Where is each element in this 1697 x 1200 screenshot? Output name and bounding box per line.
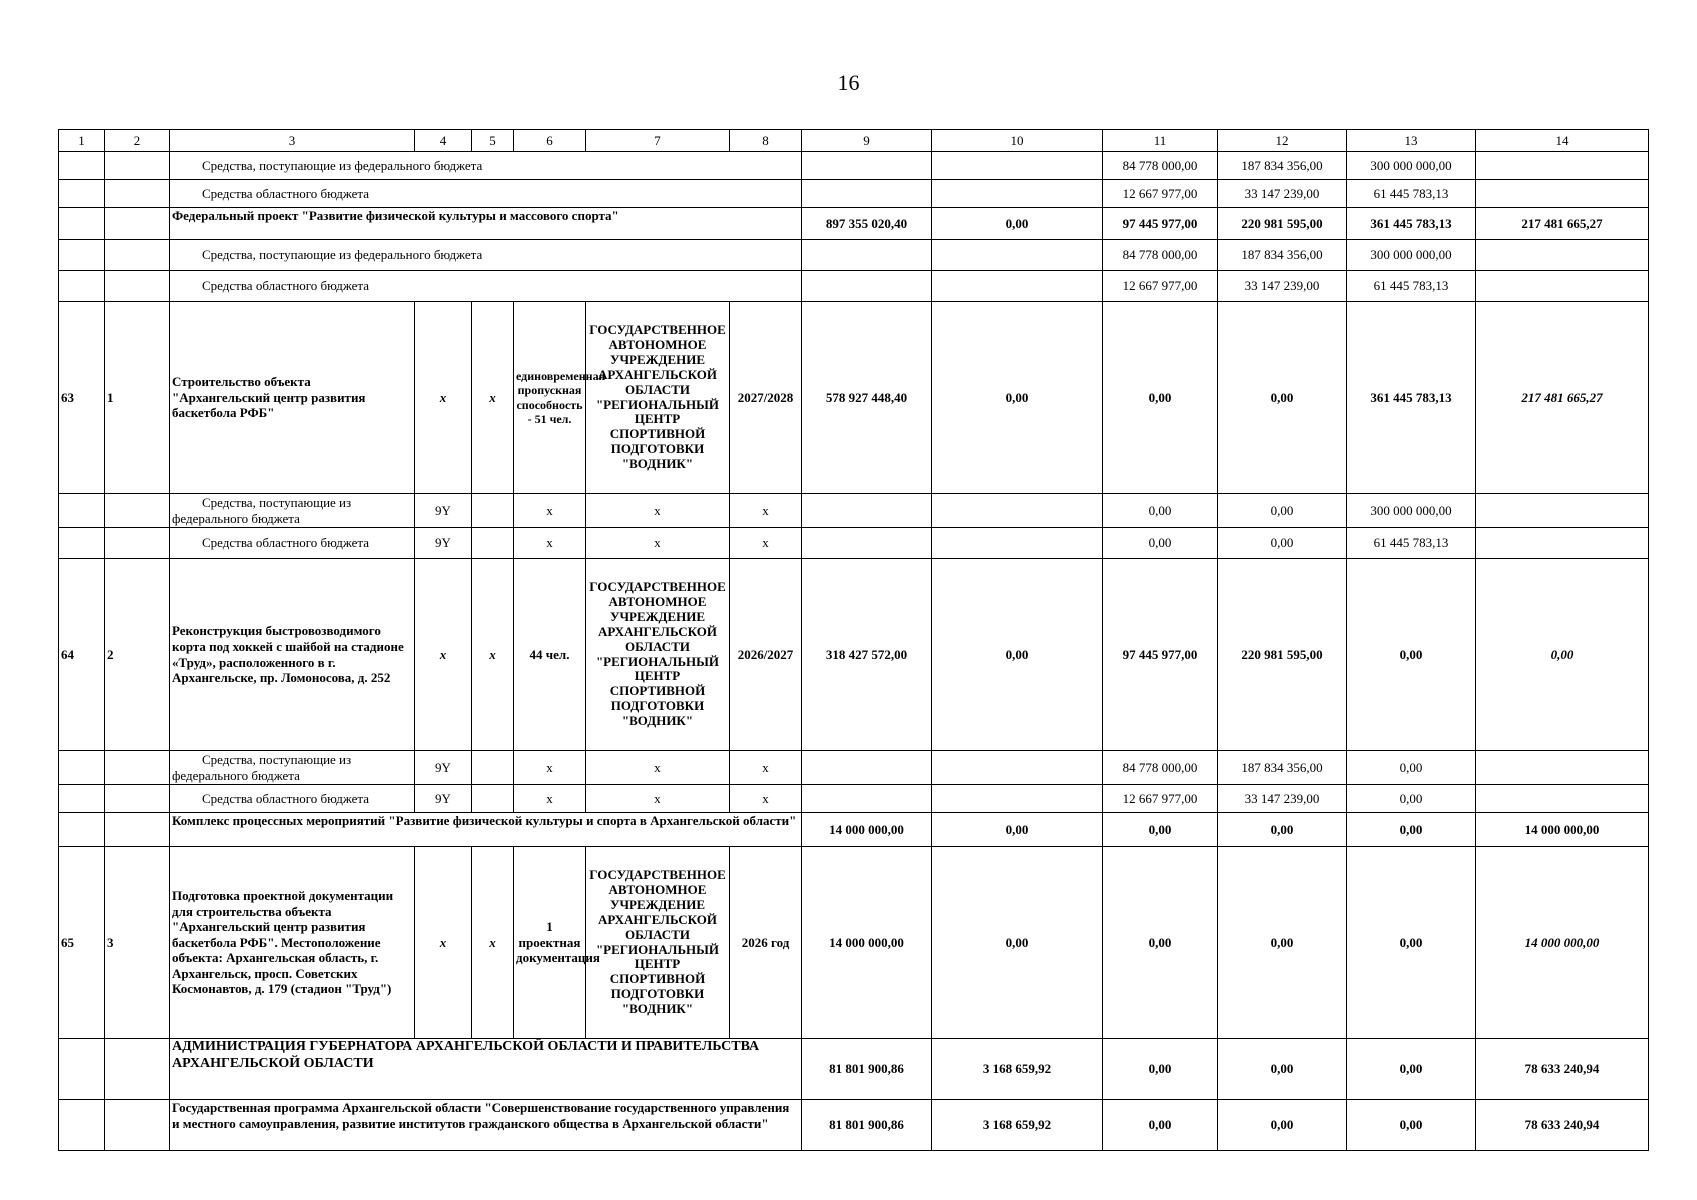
cell-value: 0,00 <box>1103 528 1218 559</box>
header-cell: 11 <box>1103 130 1218 152</box>
cell-value: 300 000 000,00 <box>1347 240 1476 271</box>
cell-value: 300 000 000,00 <box>1347 494 1476 528</box>
header-cell: 2 <box>105 130 170 152</box>
row-label: Комплекс процессных мероприятий "Развитие физической культуры и спорта в Архангельской области" <box>170 813 802 847</box>
cell-value: 220 981 595,00 <box>1218 208 1347 240</box>
cell-value: 9Y <box>415 494 472 528</box>
item-number: 3 <box>105 847 170 1039</box>
cell-value: x <box>472 847 514 1039</box>
cell-value: x <box>415 559 472 751</box>
cell-value: 0,00 <box>932 847 1103 1039</box>
cell-value: 81 801 900,86 <box>802 1100 932 1151</box>
organization-name: ГОСУДАРСТВЕННОЕ АВТОНОМНОЕ УЧРЕЖДЕНИЕ АРХАНГЕЛЬСКОЙ ОБЛАСТИ "РЕГИОНАЛЬНЫЙ ЦЕНТР СПОРТИВНОЙ ПОДГОТОВКИ "ВОДНИК" <box>586 847 730 1039</box>
cell-value: 0,00 <box>932 813 1103 847</box>
cell-value: x <box>730 785 802 813</box>
header-cell: 3 <box>170 130 415 152</box>
cell-value: 14 000 000,00 <box>802 813 932 847</box>
cell-value: 12 667 977,00 <box>1103 180 1218 208</box>
cell-value: 12 667 977,00 <box>1103 785 1218 813</box>
cell-value: 61 445 783,13 <box>1347 528 1476 559</box>
table-row <box>59 494 1649 528</box>
header-cell: 10 <box>932 130 1103 152</box>
cell-value: 0,00 <box>1103 813 1218 847</box>
row-number: 63 <box>59 302 105 494</box>
cell-value: 187 834 356,00 <box>1218 751 1347 785</box>
table-row <box>59 559 1649 751</box>
cell-value: 220 981 595,00 <box>1218 559 1347 751</box>
cell-value: 81 801 900,86 <box>802 1039 932 1100</box>
header-cell: 4 <box>415 130 472 152</box>
cell-value: x <box>514 494 586 528</box>
cell-value: 0,00 <box>1103 302 1218 494</box>
cell-value: 0,00 <box>1103 1100 1218 1151</box>
capacity-cell: единовременная пропускная способность - 51 чел. <box>514 302 586 494</box>
cell-value: 3 168 659,92 <box>932 1039 1103 1100</box>
cell-value: x <box>472 559 514 751</box>
cell-value: 33 147 239,00 <box>1218 180 1347 208</box>
cell-value: 9Y <box>415 785 472 813</box>
cell-value: x <box>586 751 730 785</box>
cell-value: 0,00 <box>1103 494 1218 528</box>
row-label: Средства областного бюджета <box>170 785 415 813</box>
cell-value: 0,00 <box>1347 847 1476 1039</box>
cell-value: 78 633 240,94 <box>1476 1100 1649 1151</box>
cell-value: 0,00 <box>1218 1100 1347 1151</box>
cell-value: x <box>514 751 586 785</box>
header-cell: 8 <box>730 130 802 152</box>
cell-value: 0,00 <box>1218 528 1347 559</box>
cell-value: 9Y <box>415 528 472 559</box>
period-cell: 2026/2027 <box>730 559 802 751</box>
cell-value: 78 633 240,94 <box>1476 1039 1649 1100</box>
item-number: 1 <box>105 302 170 494</box>
cell-value: 0,00 <box>1347 559 1476 751</box>
cell-value: x <box>514 528 586 559</box>
row-label: Средства, поступающие из федерального бюджета <box>170 494 415 528</box>
cell-value: x <box>514 785 586 813</box>
table-row <box>59 271 1649 302</box>
cell-value: 0,00 <box>1347 1100 1476 1151</box>
cell-value: 84 778 000,00 <box>1103 240 1218 271</box>
cell-value: 0,00 <box>1218 1039 1347 1100</box>
section-heading: АДМИНИСТРАЦИЯ ГУБЕРНАТОРА АРХАНГЕЛЬСКОЙ ОБЛАСТИ И ПРАВИТЕЛЬСТВА АРХАНГЕЛЬСКОЙ ОБЛАСТИ <box>170 1039 802 1100</box>
table-row <box>59 528 1649 559</box>
table-row <box>59 847 1649 1039</box>
capacity-cell: 44 чел. <box>514 559 586 751</box>
header-cell: 14 <box>1476 130 1649 152</box>
cell-value: x <box>415 302 472 494</box>
table-row <box>59 1100 1649 1151</box>
row-label: Федеральный проект "Развитие физической культуры и массового спорта" <box>170 208 802 240</box>
cell-value: x <box>730 751 802 785</box>
row-label: Государственная программа Архангельской области "Совершенствование государственного управления и местного самоуправления, развитие институтов гражданского общества в Архангельской области" <box>170 1100 802 1151</box>
cell-value: 187 834 356,00 <box>1218 152 1347 180</box>
cell-value: 14 000 000,00 <box>1476 847 1649 1039</box>
cell-value: 0,00 <box>1347 785 1476 813</box>
header-cell: 6 <box>514 130 586 152</box>
cell-value: 0,00 <box>932 302 1103 494</box>
cell-value: 0,00 <box>1218 813 1347 847</box>
cell-value: x <box>730 528 802 559</box>
organization-name: ГОСУДАРСТВЕННОЕ АВТОНОМНОЕ УЧРЕЖДЕНИЕ АРХАНГЕЛЬСКОЙ ОБЛАСТИ "РЕГИОНАЛЬНЫЙ ЦЕНТР СПОРТИВНОЙ ПОДГОТОВКИ "ВОДНИК" <box>586 559 730 751</box>
cell-value: 578 927 448,40 <box>802 302 932 494</box>
cell-value: 0,00 <box>1347 751 1476 785</box>
cell-value: x <box>730 494 802 528</box>
table-row <box>59 152 1649 180</box>
table-row <box>59 208 1649 240</box>
cell-value: 897 355 020,40 <box>802 208 932 240</box>
cell-value: x <box>472 302 514 494</box>
table-row <box>59 1039 1649 1100</box>
cell-value: 33 147 239,00 <box>1218 785 1347 813</box>
table-row <box>59 785 1649 813</box>
table-row <box>59 813 1649 847</box>
header-cell: 5 <box>472 130 514 152</box>
cell-value: 9Y <box>415 751 472 785</box>
budget-table <box>58 129 1649 1151</box>
period-cell: 2027/2028 <box>730 302 802 494</box>
header-cell: 1 <box>59 130 105 152</box>
cell-value: 0,00 <box>932 208 1103 240</box>
cell-value: 84 778 000,00 <box>1103 152 1218 180</box>
table-row <box>59 302 1649 494</box>
row-label: Реконструкция быстровозводимого корта под хоккей с шайбой на стадионе «Труд», расположенного в г. Архангельске, пр. Ломоносова, д. 252 <box>170 559 415 751</box>
cell-value: 217 481 665,27 <box>1476 208 1649 240</box>
row-number: 65 <box>59 847 105 1039</box>
cell-value: 14 000 000,00 <box>802 847 932 1039</box>
cell-value: x <box>586 494 730 528</box>
cell-value: 61 445 783,13 <box>1347 271 1476 302</box>
cell-value: 97 445 977,00 <box>1103 559 1218 751</box>
row-label: Средства, поступающие из федерального бюджета <box>170 751 415 785</box>
row-label: Средства областного бюджета <box>170 180 802 208</box>
cell-value: 0,00 <box>1476 559 1649 751</box>
cell-value: 0,00 <box>1347 1039 1476 1100</box>
row-label: Средства, поступающие из федерального бюджета <box>170 152 802 180</box>
row-label: Средства областного бюджета <box>170 271 802 302</box>
cell-value: 97 445 977,00 <box>1103 208 1218 240</box>
capacity-cell: 1 проектная документация <box>514 847 586 1039</box>
cell-value: 33 147 239,00 <box>1218 271 1347 302</box>
cell-value: 14 000 000,00 <box>1476 813 1649 847</box>
row-label: Средства, поступающие из федерального бюджета <box>170 240 802 271</box>
cell-value: 0,00 <box>1218 494 1347 528</box>
cell-value: 0,00 <box>1103 1039 1218 1100</box>
row-label: Средства областного бюджета <box>170 528 415 559</box>
cell-value: 187 834 356,00 <box>1218 240 1347 271</box>
row-number: 64 <box>59 559 105 751</box>
table-row <box>59 751 1649 785</box>
cell-value: 0,00 <box>1103 847 1218 1039</box>
cell-value: 0,00 <box>932 559 1103 751</box>
row-label: Подготовка проектной документации для строительства объекта "Архангельский центр развития баскетбола РФБ". Местоположение объекта: Архангельская область, г. Архангельск, просп. Советских Космонавтов, д. 179 (стадион "Труд") <box>170 847 415 1039</box>
header-cell: 9 <box>802 130 932 152</box>
cell-value: x <box>415 847 472 1039</box>
cell-value: 361 445 783,13 <box>1347 208 1476 240</box>
cell-value: 3 168 659,92 <box>932 1100 1103 1151</box>
table-row <box>59 180 1649 208</box>
page-number: 16 <box>837 70 860 95</box>
cell-value: 61 445 783,13 <box>1347 180 1476 208</box>
cell-value: 84 778 000,00 <box>1103 751 1218 785</box>
cell-value: 300 000 000,00 <box>1347 152 1476 180</box>
table-row <box>59 240 1649 271</box>
cell-value: x <box>586 785 730 813</box>
period-cell: 2026 год <box>730 847 802 1039</box>
cell-value: 0,00 <box>1218 847 1347 1039</box>
cell-value: x <box>586 528 730 559</box>
row-label: Строительство объекта "Архангельский центр развития баскетбола РФБ" <box>170 302 415 494</box>
header-cell: 7 <box>586 130 730 152</box>
cell-value: 217 481 665,27 <box>1476 302 1649 494</box>
cell-value: 361 445 783,13 <box>1347 302 1476 494</box>
header-cell: 12 <box>1218 130 1347 152</box>
organization-name: ГОСУДАРСТВЕННОЕ АВТОНОМНОЕ УЧРЕЖДЕНИЕ АРХАНГЕЛЬСКОЙ ОБЛАСТИ "РЕГИОНАЛЬНЫЙ ЦЕНТР СПОРТИВНОЙ ПОДГОТОВКИ "ВОДНИК" <box>586 302 730 494</box>
header-row <box>59 130 1649 152</box>
header-cell: 13 <box>1347 130 1476 152</box>
cell-value: 318 427 572,00 <box>802 559 932 751</box>
item-number: 2 <box>105 559 170 751</box>
cell-value: 12 667 977,00 <box>1103 271 1218 302</box>
cell-value: 0,00 <box>1218 302 1347 494</box>
cell-value: 0,00 <box>1347 813 1476 847</box>
